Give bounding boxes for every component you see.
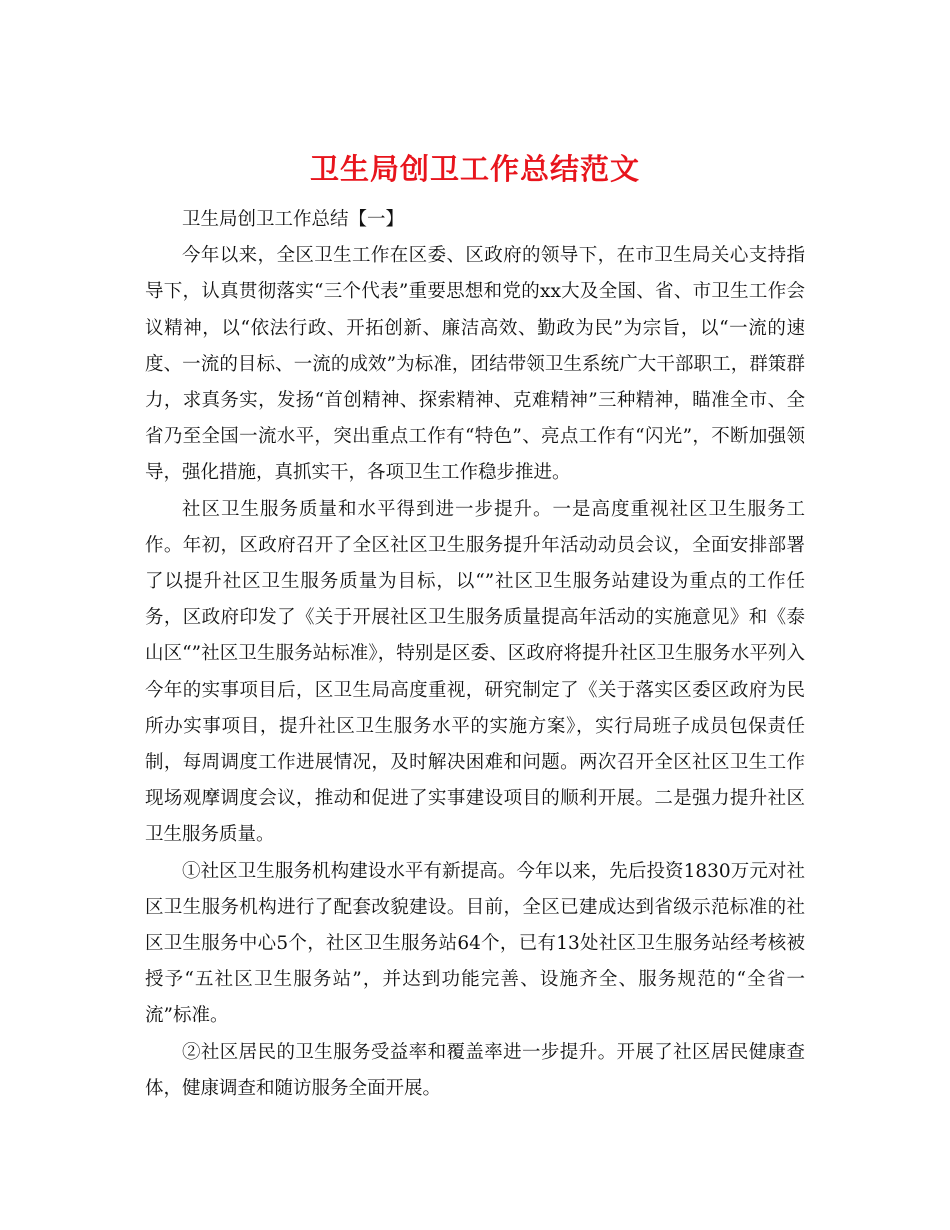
document-title: 卫生局创卫工作总结范文: [309, 152, 640, 187]
paragraph-intro: 今年以来，全区卫生工作在区委、区政府的领导下，在市卫生局关心支持指导下，认真贯彻落实“三个代表”重要思想和党的xx大及全国、省、市卫生工作会议精神，以“依法行政、开拓创新、廉洁高效、勤政为民”为宗旨，以“一流的速度、一流的目标、一流的成效”为标准，团结带领卫生系统广大干部职工，群策群力，求真务实，发扬“首创精神、探索精神、克难精神”三种精神，瞄准全市、全省乃至全国一流水平，突出重点工作有“特色”、亮点工作有“闪光”，不断加强领导，强化措施，真抓实干，各项卫生工作稳步推进。: [145, 245, 805, 484]
document-body: [145, 202, 805, 1107]
paragraph-community-service: 社区卫生服务质量和水平得到进一步提升。一是高度重视社区卫生服务工作。年初，区政府召开了全区社区卫生服务提升年活动动员会议，全面安排部署了以提升社区卫生服务质量为目标，以“”社区卫生服务站建设为重点的工作任务，区政府印发了《关于开展社区卫生服务质量提高年活动的实施意见》和《泰山区“”社区卫生服务站标准》，特别是区委、区政府将提升社区卫生服务水平列入今年的实事项目后，区卫生局高度重视，研究制定了《关于落实区委区政府为民所办实事项目，提升社区卫生服务水平的实施方案》，实行局班子成员包保责任制，每周调度工作进展情况，及时解决困难和问题。两次召开全区社区卫生工作现场观摩调度会议，推动和促进了实事建设项目的顺利开展。二是强力提升社区卫生服务质量。: [145, 498, 805, 846]
section-heading: 卫生局创卫工作总结【一】: [182, 209, 405, 230]
paragraph-coverage-rate: ②社区居民的卫生服务受益率和覆盖率进一步提升。开展了社区居民健康查体，健康调查和随访服务全面开展。: [145, 1041, 805, 1099]
paragraph-institution-construction: ①社区卫生服务机构建设水平有新提高。今年以来，先后投资1830万元对社区卫生服务机构进行了配套改貌建设。目前，全区已建成达到省级示范标准的社区卫生服务中心5个，社区卫生服务站64个，已有13处社区卫生服务站经考核被授予“五社区卫生服务站”，并达到功能完善、设施齐全、服务规范的“全省一流”标准。: [145, 860, 805, 1027]
